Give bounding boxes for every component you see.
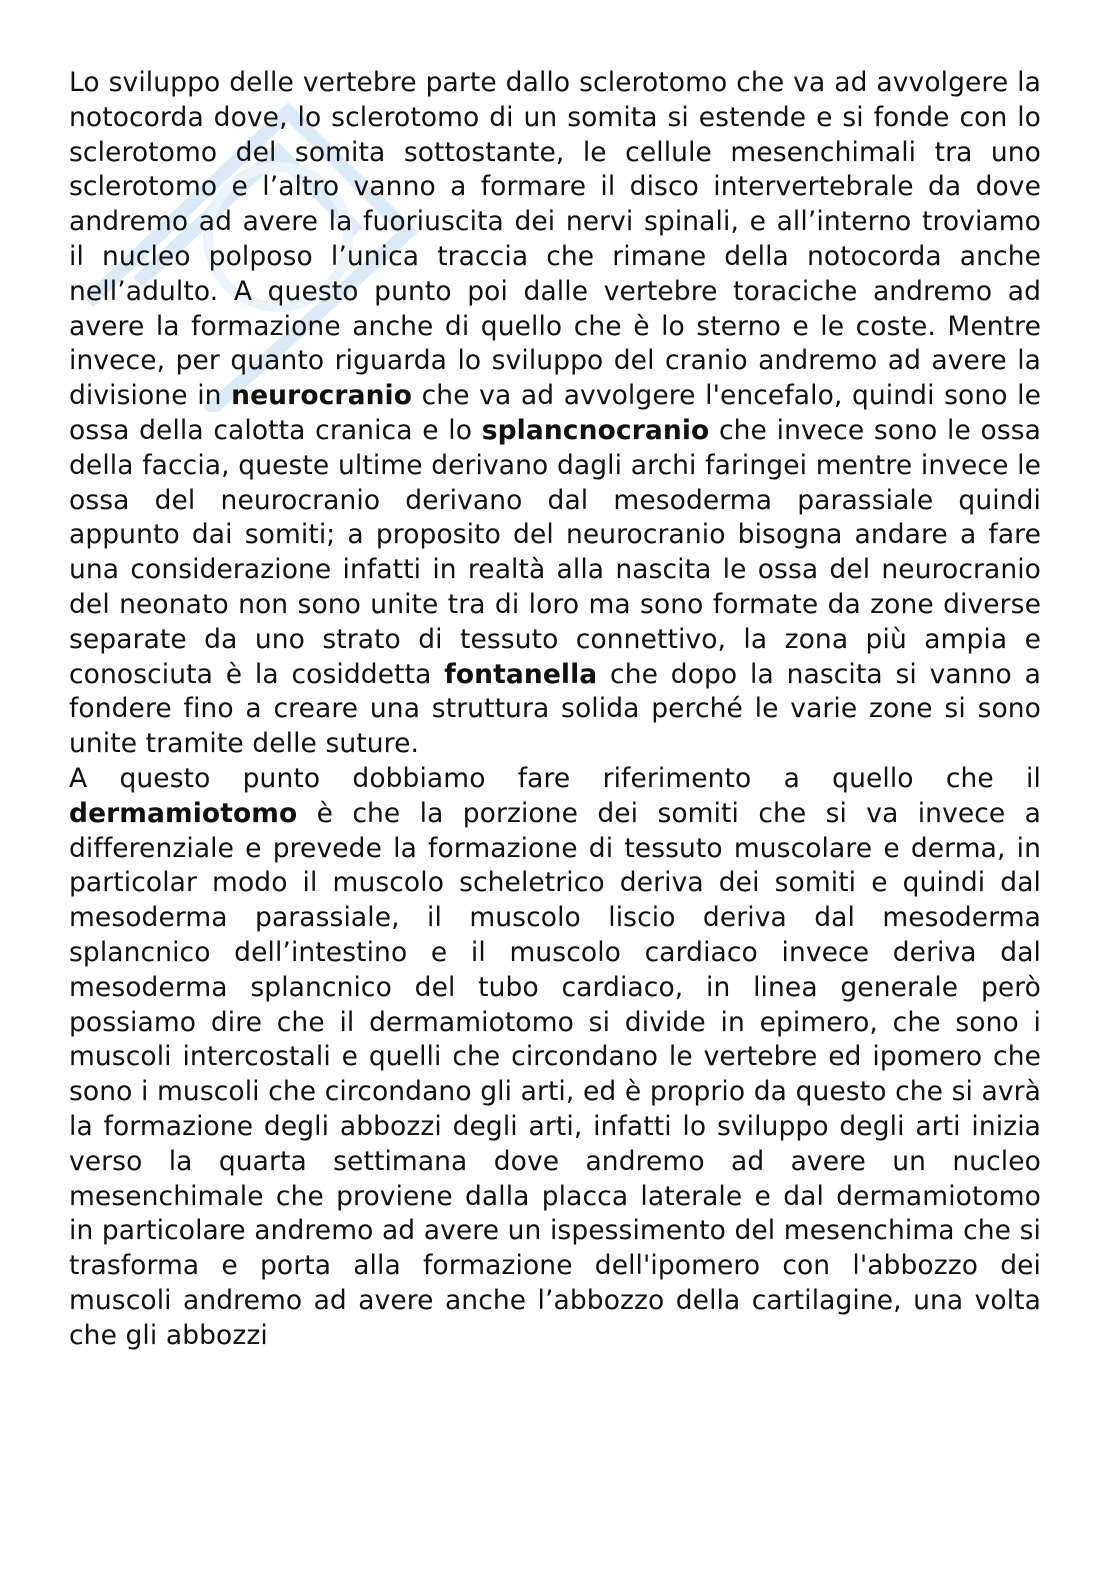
text-run: che invece sono le ossa della faccia, queste ultime derivano dagli archi faringei mentre invece le ossa del neurocranio derivano dal mesoderma parassiale quindi appunto dai somiti; a proposito del neurocranio bisogna andare a fare una considerazione infatti in realtà alla nascita le ossa del neurocranio del neonato non sono unite tra di loro ma sono formate da zone diverse separate da uno strato di tessuto connettivo, la zona più ampia e conosciuta è la cosiddetta [69, 414, 1042, 690]
text-run: è che la porzione dei somiti che si va invece a differenziale e prevede la formazione di tessuto muscolare e derma, in particolar modo il muscolo scheletrico deriva dei somiti e quindi dal mesoderma parassiale, il muscolo liscio deriva dal mesoderma splancnico dell’intestino e il muscolo cardiaco invece deriva dal mesoderma splancnico del tubo cardiaco, in linea generale però possiamo dire che il dermamiotomo si divide in epimero, che sono i muscoli intercostali e quelli che circondano le vertebre ed ipomero che sono i muscoli che circondano gli arti, ed è proprio da questo che si avrà la formazione degli abbozzi degli arti, infatti lo sviluppo degli arti inizia verso la quarta settimana dove andremo ad avere un nucleo mesenchimale che proviene dalla placca laterale e dal dermamiotomo in particolare andremo ad avere un ispessimento del mesenchima che si trasforma e porta alla formazione dell'ipomero con l'abbozzo dei muscoli andremo ad avere anche l’abbozzo della cartilagine, una volta che gli abbozzi [69, 797, 1041, 1351]
text-run: che va ad avvolgere l'encefalo, quindi sono le ossa della calotta cranica e lo [69, 380, 1041, 446]
text-run: che dopo la nascita si vanno a fondere fino a creare una struttura solida perché le varie zone si sono unite tramite delle suture. [69, 658, 1041, 760]
bold-term-splancnocranio: splancnocranio [481, 414, 710, 446]
paragraph-1 [69, 66, 1041, 762]
text-run: A questo punto dobbiamo fare riferimento a quello che il [69, 762, 1041, 794]
paragraph-2 [69, 762, 1041, 1354]
document-body [69, 66, 1041, 1353]
bold-term-dermamiotomo: dermamiotomo [69, 797, 298, 829]
bold-term-fontanella: fontanella [444, 658, 598, 690]
text-run: Lo sviluppo delle vertebre parte dallo sclerotomo che va ad avvolgere la notocorda dove, lo sclerotomo di un somita si estende e si fonde con lo sclerotomo del somita sottostante, le cellule mesenchimali tra uno sclerotomo e l’altro vanno a formare il disco intervertebrale da dove andremo ad avere la fuoriuscita dei nervi spinali, e all’interno troviamo il nucleo polposo l’unica traccia che rimane della notocorda anche nell’adulto. A questo punto poi dalle vertebre toraciche andremo ad avere la formazione anche di quello che è lo sterno e le coste. Mentre invece, per quanto riguarda lo sviluppo del cranio andremo ad avere la divisione in [69, 67, 1041, 412]
bold-term-neurocranio: neurocranio [231, 380, 413, 412]
